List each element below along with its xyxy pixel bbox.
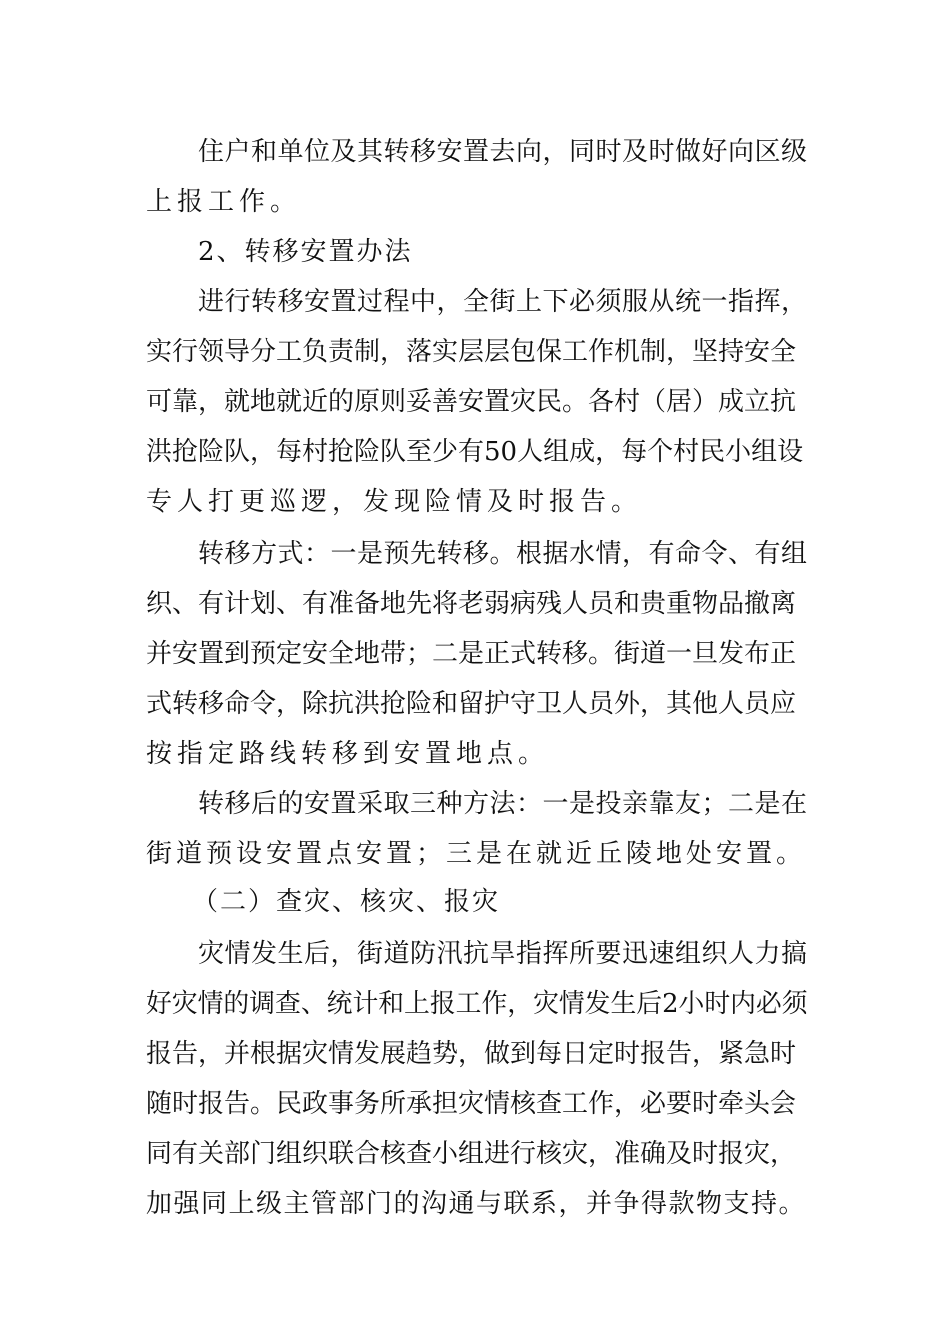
paragraph-line: 并安置到预定安全地带；二是正式转移。街道一旦发布正 [146,639,797,669]
section-heading: 2、转移安置办法 [198,237,413,267]
paragraph-line: 报告，并根据灾情发展趋势，做到每日定时报告，紧急时 [146,1039,797,1069]
paragraph-line: 进行转移安置过程中，全街上下必须服从统一指挥， [198,287,808,317]
paragraph-line: 洪抢险队，每村抢险队至少有50人组成，每个村民小组设 [146,437,804,467]
paragraph-line: 加强同上级主管部门的沟通与联系，并争得款物支持。 [146,1189,807,1219]
paragraph-line: 上报工作。 [146,187,302,217]
paragraph-line: 同有关部门组织联合核查小组进行核灾，准确及时报灾， [146,1139,797,1169]
paragraph-line: 转移后的安置采取三种方法：一是投亲靠友；二是在 [198,789,808,819]
paragraph-line: 随时报告。民政事务所承担灾情核查工作，必要时牵头会 [146,1089,797,1119]
paragraph-line: 式转移命令，除抗洪抢险和留护守卫人员外，其他人员应 [146,689,797,719]
paragraph-line: 可靠，就地就近的原则妥善安置灾民。各村（居）成立抗 [146,387,797,417]
paragraph-line: 实行领导分工负责制，落实层层包保工作机制，坚持安全 [146,337,797,367]
section-heading: （二）查灾、核灾、报灾 [192,887,501,917]
paragraph-line: 转移方式：一是预先转移。根据水情，有命令、有组 [198,539,808,569]
paragraph-line: 住户和单位及其转移安置去向，同时及时做好向区级 [198,137,808,167]
paragraph-line: 街道预设安置点安置；三是在就近丘陵地处安置。 [146,839,807,869]
paragraph-line: 好灾情的调查、统计和上报工作，灾情发生后2小时内必须 [146,989,808,1019]
paragraph-line: 按指定路线转移到安置地点。 [146,739,550,769]
paragraph-line: 织、有计划、有准备地先将老弱病残人员和贵重物品撤离 [146,589,797,619]
paragraph-line: 灾情发生后，街道防汛抗旱指挥所要迅速组织人力搞 [198,939,808,969]
paragraph-line: 专人打更巡逻，发现险情及时报告。 [146,487,643,517]
